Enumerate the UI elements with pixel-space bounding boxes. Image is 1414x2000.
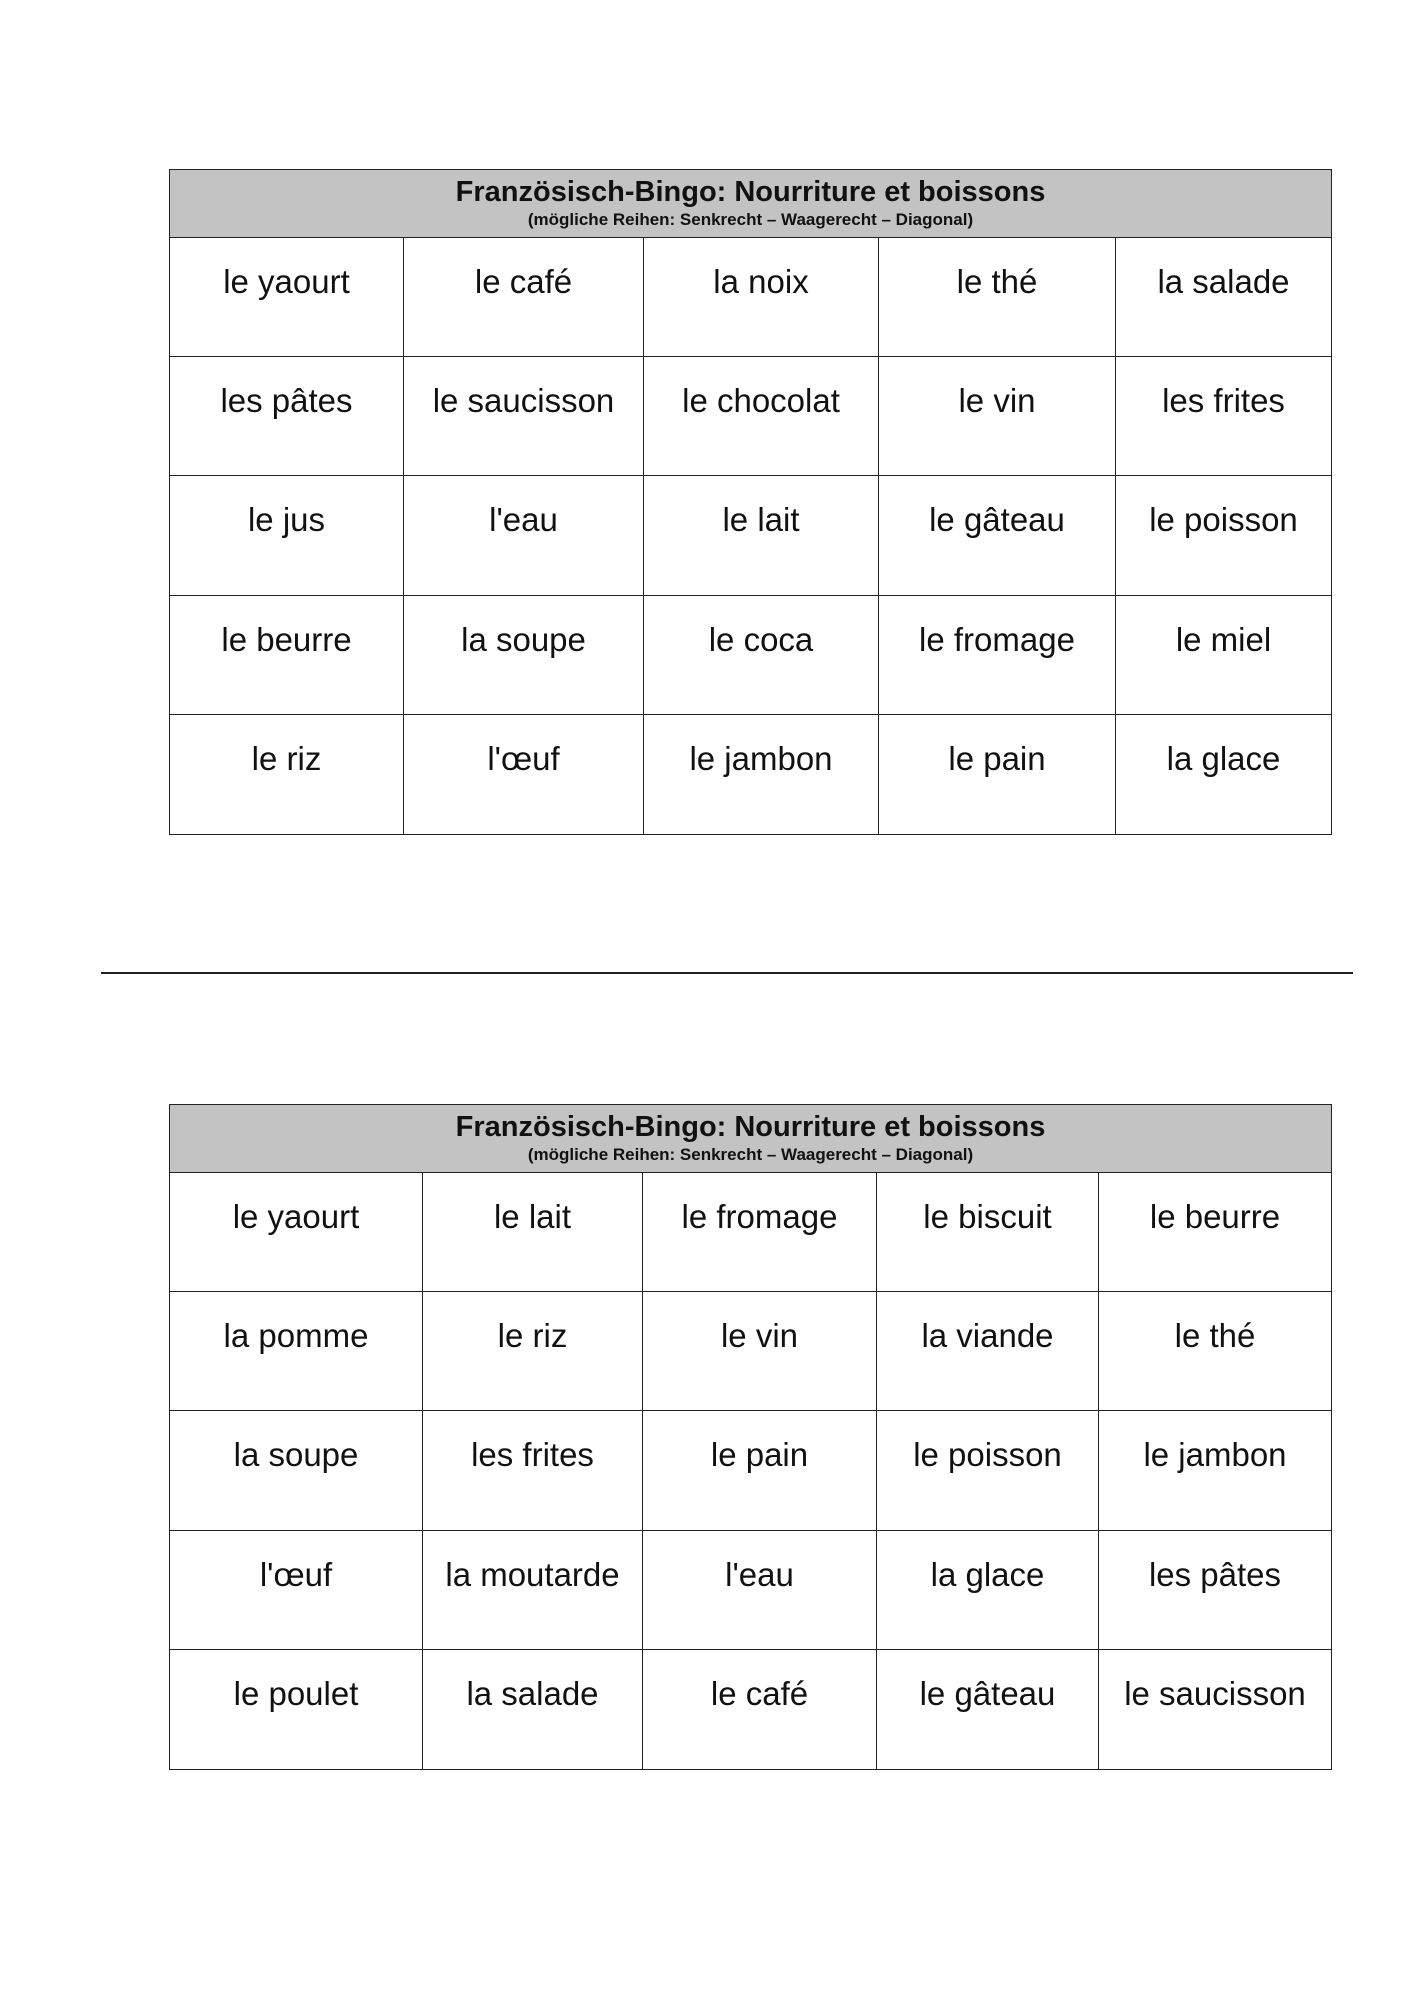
bingo-cell: l'œuf <box>404 715 644 834</box>
bingo-cell: le riz <box>423 1292 643 1411</box>
bingo-cell: le gâteau <box>877 1650 1099 1769</box>
bingo-cell: le pain <box>879 715 1116 834</box>
bingo-cell: le riz <box>170 715 404 834</box>
bingo-cell: la noix <box>644 238 879 357</box>
bingo-cell: la pomme <box>170 1292 423 1411</box>
bingo-cell: le café <box>643 1650 877 1769</box>
bingo-cell: le fromage <box>643 1173 877 1292</box>
bingo-grid <box>170 238 1331 834</box>
bingo-cell: le thé <box>879 238 1116 357</box>
bingo-card-header <box>170 170 1331 238</box>
bingo-cell: la salade <box>1116 238 1331 357</box>
bingo-cell: le pain <box>643 1411 877 1530</box>
bingo-cell: la soupe <box>404 596 644 715</box>
bingo-cell: le poulet <box>170 1650 423 1769</box>
bingo-cell: la salade <box>423 1650 643 1769</box>
bingo-cell: le vin <box>879 357 1116 476</box>
bingo-cell: le jambon <box>1099 1411 1331 1530</box>
bingo-cell: le café <box>404 238 644 357</box>
bingo-cell: la glace <box>877 1531 1099 1650</box>
bingo-cell: le fromage <box>879 596 1116 715</box>
bingo-cell: le yaourt <box>170 238 404 357</box>
bingo-cell: les pâtes <box>1099 1531 1331 1650</box>
bingo-cell: le saucisson <box>404 357 644 476</box>
bingo-cell: le chocolat <box>644 357 879 476</box>
bingo-cell: l'eau <box>404 476 644 595</box>
bingo-cell: le biscuit <box>877 1173 1099 1292</box>
bingo-card-subtitle: (mögliche Reihen: Senkrecht – Waagerecht – Diagonal) <box>527 210 974 229</box>
bingo-cell: le vin <box>643 1292 877 1411</box>
bingo-cell: le beurre <box>170 596 404 715</box>
bingo-cell: le poisson <box>1116 476 1331 595</box>
bingo-cell: les pâtes <box>170 357 404 476</box>
bingo-cell: l'œuf <box>170 1531 423 1650</box>
bingo-cell: la glace <box>1166 739 1281 777</box>
bingo-cell: l'eau <box>643 1531 877 1650</box>
bingo-cell: le beurre <box>1099 1173 1331 1292</box>
bingo-cell: le yaourt <box>170 1173 423 1292</box>
bingo-cell: les frites <box>423 1411 643 1530</box>
bingo-grid <box>170 1173 1331 1769</box>
bingo-cell: le thé <box>1099 1292 1331 1411</box>
bingo-card-header <box>170 1105 1331 1173</box>
bingo-card-title: Französisch-Bingo: Nourriture et boissons <box>455 1111 1046 1143</box>
bingo-cell: le jambon <box>644 715 879 834</box>
bingo-cell: la viande <box>877 1292 1099 1411</box>
bingo-cell: le lait <box>423 1173 643 1292</box>
bingo-cell: la soupe <box>170 1411 423 1530</box>
bingo-card-2 <box>169 1104 1332 1770</box>
bingo-cell: le saucisson <box>1124 1674 1306 1712</box>
bingo-cell: le lait <box>644 476 879 595</box>
bingo-cell: le miel <box>1116 596 1331 715</box>
bingo-cell: la moutarde <box>423 1531 643 1650</box>
bingo-card-1 <box>169 169 1332 835</box>
bingo-cell: le jus <box>170 476 404 595</box>
bingo-card-subtitle: (mögliche Reihen: Senkrecht – Waagerecht – Diagonal) <box>527 1145 974 1164</box>
cut-line-divider <box>101 972 1353 974</box>
bingo-cell: les frites <box>1116 357 1331 476</box>
bingo-cell: le gâteau <box>879 476 1116 595</box>
bingo-cell: le poisson <box>877 1411 1099 1530</box>
bingo-card-title: Französisch-Bingo: Nourriture et boissons <box>455 176 1046 208</box>
bingo-cell: le coca <box>644 596 879 715</box>
